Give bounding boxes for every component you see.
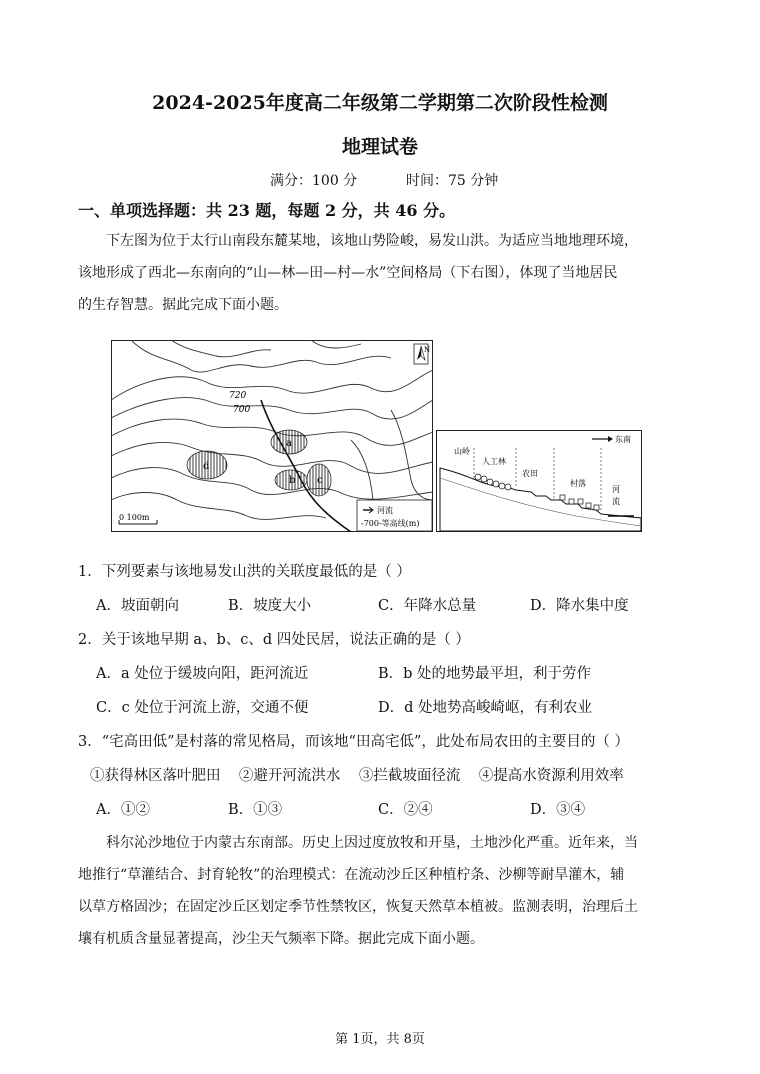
- question-3-stem: 3．“宅高田低”是村落的常见格局，而该地“田高宅低”，此处布局农田的主要目的（ ）: [78, 734, 629, 750]
- q3-option-a[interactable]: A．①②: [96, 802, 150, 818]
- label-b: b: [289, 475, 296, 486]
- scale-bar: [117, 510, 167, 526]
- q2-option-c[interactable]: C．c 处位于河流上游，交通不便: [96, 700, 309, 716]
- passage-2: [78, 832, 688, 960]
- label-a: a: [286, 438, 292, 449]
- passage-line: 以草方格固沙；在固定沙丘区划定季节性禁牧区，恢复天然草本植被。监测表明，治理后土: [78, 899, 638, 915]
- q2-option-b[interactable]: B．b 处的地势最平坦，利于劳作: [378, 666, 592, 682]
- north-arrow-icon: [414, 344, 430, 364]
- label-c: c: [317, 475, 323, 486]
- section-heading: 一、单项选择题：共 23 题，每题 2 分，共 46 分。: [78, 201, 456, 220]
- legend-river-label: 河流: [377, 506, 393, 515]
- zone-label-farmland: 农田: [522, 469, 538, 478]
- q1-option-a[interactable]: A．坡面朝向: [96, 598, 179, 614]
- q3-option-c[interactable]: C．②④: [378, 802, 433, 818]
- intro-line: 下左图为位于太行山南段东麓某地，该地山势险峻，易发山洪。为适应当地地理环境，: [106, 233, 638, 249]
- contour-label-720: 720: [229, 391, 247, 401]
- q3-option-d[interactable]: D．③④: [530, 802, 586, 818]
- svg-text:N: N: [424, 346, 431, 354]
- q3-option-b[interactable]: B．①③: [228, 802, 283, 818]
- q2-option-a[interactable]: A．a 处位于缓坡向阳，距河流近: [96, 666, 309, 682]
- passage-line: 科尔沁沙地位于内蒙古东南部。历史上因过度放牧和开垦，土地沙化严重。近年来，当: [106, 835, 638, 851]
- exam-time: 时间：75 分钟: [406, 173, 499, 189]
- q2-option-d[interactable]: D．d 处地势高峻崎岖，有利农业: [378, 700, 593, 716]
- q1-option-b[interactable]: B．坡度大小: [228, 598, 312, 614]
- exam-subtitle: 地理试卷: [341, 136, 418, 158]
- exam-title: 2024-2025年度高二年级第二学期第二次阶段性检测: [152, 92, 608, 114]
- question-1-stem: 1．下列要素与该地易发山洪的关联度最低的是（ ）: [78, 564, 411, 580]
- label-d: d: [203, 461, 210, 472]
- q3-statements: ①获得林区落叶肥田 ②避开河流洪水 ③拦截坡面径流 ④提高水资源利用效率: [90, 768, 624, 784]
- zone-label-river-2: 流: [612, 497, 620, 506]
- contour-label-700: 700: [233, 405, 251, 415]
- page-footer: 第 1页，共 8页: [335, 1032, 425, 1047]
- scale-label: 0 100m: [119, 513, 150, 522]
- intro-line: 该地形成了西北—东南向的“山—林—田—村—水”空间格局（下右图），体现了当地居民: [78, 265, 618, 281]
- passage-line: 壤有机质含量显著提高，沙尘天气频率下降。据此完成下面小题。: [78, 931, 484, 947]
- zone-label-ridge: 山岭: [454, 447, 470, 456]
- map-legend: [357, 500, 432, 531]
- intro-paragraph: [78, 230, 688, 326]
- question-2-stem: 2．关于该地早期 a、b、c、d 四处民居，说法正确的是（ ）: [78, 632, 470, 648]
- zone-label-village: 村落: [570, 479, 586, 488]
- zone-label-river-1: 河: [612, 485, 620, 494]
- q1-option-c[interactable]: C．年降水总量: [378, 598, 477, 614]
- passage-line: 地推行“草灌结合、封育轮牧”的治理模式：在流动沙丘区种植柠条、沙柳等耐旱灌木，辅: [78, 867, 625, 883]
- direction-label: 东南: [615, 435, 631, 444]
- profile-figure: [436, 430, 642, 532]
- intro-line: 的生存智慧。据此完成下面小题。: [78, 297, 288, 313]
- q1-option-d[interactable]: D．降水集中度: [530, 598, 629, 614]
- zone-label-forest: 人工林: [482, 457, 506, 466]
- full-score: 满分：100 分: [270, 173, 358, 189]
- contour-map-figure: [111, 340, 433, 532]
- legend-contour-label: -700-等高线(m): [361, 519, 420, 528]
